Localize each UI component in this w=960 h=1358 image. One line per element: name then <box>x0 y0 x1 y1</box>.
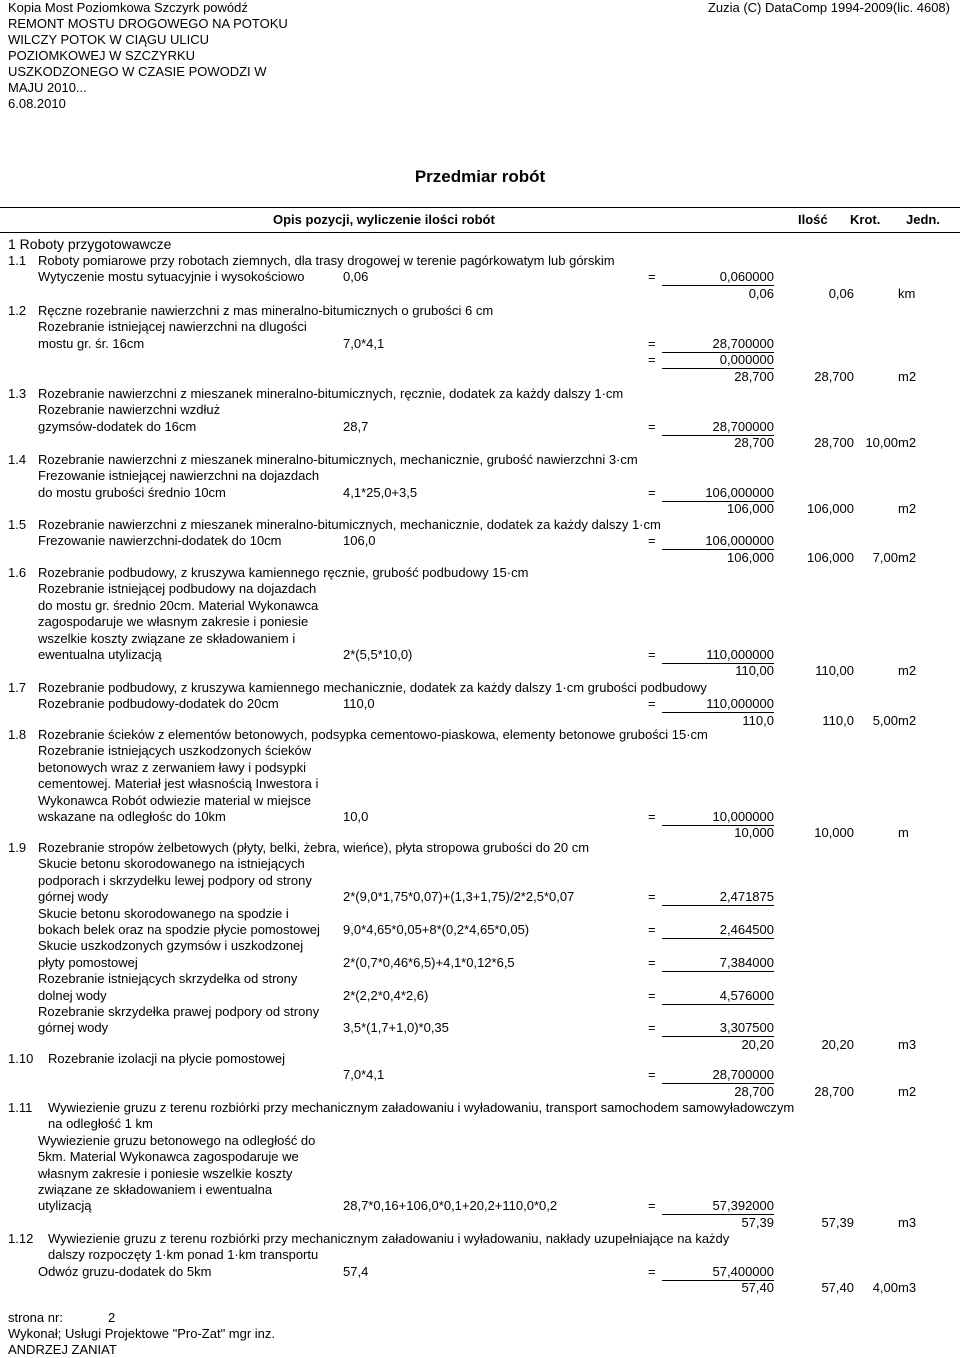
calc-formula: 106,0 <box>343 533 376 549</box>
item-title: Rozebranie nawierzchni z mieszanek mineralno-bitumicznych, mechanicznie, grubość nawierzchni 3·cm <box>38 452 638 467</box>
item-multiplier: 10,00 <box>865 435 898 451</box>
calc-result: 57,392000 <box>712 1198 774 1214</box>
calc-formula: 2*(5,5*10,0) <box>343 647 413 662</box>
calc-result: 0,000000 <box>719 352 774 368</box>
calc-description: ewentualna utylizacją <box>38 647 162 662</box>
item-total: 28,700 <box>734 435 774 451</box>
item-total: 0,06 <box>748 285 774 301</box>
item-quantity: 28,700 <box>814 368 854 384</box>
equals-sign: = <box>648 954 656 970</box>
calc-result: 4,576000 <box>719 987 774 1003</box>
item-number: 1.6 <box>8 565 27 580</box>
equals-sign: = <box>648 889 656 905</box>
item-number: 1.12 <box>8 1231 34 1246</box>
item-number: 1.1 <box>8 253 27 268</box>
item-total: 10,000 <box>734 825 774 841</box>
calc-formula: 7,0*4,1 <box>343 1067 385 1083</box>
item-quantity: 57,40 <box>821 1280 854 1296</box>
item-unit: m2 <box>898 712 917 728</box>
header-line: 6.08.2010 <box>8 96 66 111</box>
equals-sign: = <box>648 696 656 712</box>
result-underline <box>662 905 774 906</box>
item-quantity: 0,06 <box>828 285 854 301</box>
author-line-1: Wykonał; Usługi Projektowe "Pro-Zat" mgr inz. <box>8 1326 276 1341</box>
calc-description: Frezowanie nawierzchni-dodatek do 10cm <box>38 533 282 549</box>
item-title: Wywiezienie gruzu z terenu rozbiórki przy mechanicznym załadowaniu i wyładowaniu, transport samochodem samowyładowczym <box>48 1100 795 1115</box>
item-unit: km <box>898 285 916 301</box>
item-quantity: 10,000 <box>814 825 854 841</box>
equals-sign: = <box>648 1020 656 1036</box>
calc-result: 28,700000 <box>712 335 774 351</box>
page-number: 2 <box>108 1310 116 1325</box>
item-unit: m2 <box>898 435 917 451</box>
item-unit: m3 <box>898 1036 917 1052</box>
calc-formula: 9,0*4,65*0,05+8*(0,2*4,65*0,05) <box>343 922 530 937</box>
calc-description: bokach belek oraz na spodzie płycie pomostowej <box>38 922 320 937</box>
item-unit: m2 <box>898 1083 917 1099</box>
column-header-unit: Jedn. <box>906 212 940 227</box>
item-multiplier: 4,00 <box>872 1280 898 1296</box>
item-total: 28,700 <box>734 1083 774 1099</box>
item-number: 1.7 <box>8 680 27 695</box>
item-quantity: 28,700 <box>814 1083 854 1099</box>
calc-description: Odwóz gruzu-dodatek do 5km <box>38 1263 212 1279</box>
item-total: 57,39 <box>741 1214 774 1230</box>
equals-sign: = <box>648 1067 656 1083</box>
header-line: MAJU 2010... <box>8 80 87 95</box>
item-total: 106,000 <box>727 549 774 565</box>
equals-sign: = <box>648 484 656 500</box>
item-total: 20,20 <box>741 1036 774 1052</box>
calc-description: Rozebranie skrzydełka prawej podpory od strony <box>38 1004 320 1019</box>
item-multiplier: 7,00 <box>872 549 898 565</box>
software-info: Zuzia (C) DataComp 1994-2009(lic. 4608) <box>707 0 950 15</box>
item-unit: m3 <box>898 1280 917 1296</box>
item-unit: m2 <box>898 368 917 384</box>
header-line: USZKODZONEGO W CZASIE POWODZI W <box>8 64 267 79</box>
item-unit: m2 <box>898 501 917 517</box>
item-unit: m2 <box>898 663 917 679</box>
calc-formula: 28,7*0,16+106,0*0,1+20,2+110,0*0,2 <box>343 1198 558 1214</box>
calc-description: wszelkie koszty związane ze składowaniem i <box>38 630 296 646</box>
item-title: Rozebranie ścieków z elementów betonowych, podsypka cementowo-piaskowa, elementy betonowe grubości 15·cm <box>38 727 708 742</box>
calc-description: Rozebranie istniejącej podbudowy na dojazdach <box>38 581 317 597</box>
calc-description: do mostu gr. średnio 20cm. Material Wykonawca <box>38 597 319 613</box>
calc-description: Rozebranie istniejących uszkodzonych ścieków <box>38 743 312 759</box>
calc-description: wskazane na odległośc do 10km <box>38 809 226 824</box>
item-quantity: 106,000 <box>807 501 854 517</box>
equals-sign: = <box>648 987 656 1003</box>
calc-formula: 2*(0,7*0,46*6,5)+4,1*0,12*6,5 <box>343 954 515 970</box>
calc-description: zagospodaruje we własnym zakresie i poniesie <box>38 614 309 630</box>
calc-result: 7,384000 <box>719 954 774 970</box>
calc-description: Skucie betonu skorodowanego na spodzie i <box>38 905 289 921</box>
calc-result: 106,000000 <box>705 484 774 500</box>
header-line: POZIOMKOWEJ W SZCZYRKU <box>8 48 196 63</box>
table-top-border <box>0 207 960 208</box>
item-title: Roboty pomiarowe przy robotach ziemnych, dla trasy drogowej w terenie pagórkowatym lub górskim <box>38 253 615 268</box>
calc-formula: 2*(2,2*0,4*2,6) <box>343 987 429 1003</box>
calc-description: związane ze składowaniem i ewentualna <box>38 1182 273 1197</box>
calc-description: płyty pomostowej <box>38 954 138 970</box>
item-number: 1.3 <box>8 386 27 401</box>
item-title: Rozebranie podbudowy, z kruszywa kamiennego ręcznie, grubość podbudowy 15·cm <box>38 565 529 580</box>
result-underline <box>662 971 774 972</box>
calc-formula: 4,1*25,0+3,5 <box>343 484 418 500</box>
calc-formula: 3,5*(1,7+1,0)*0,35 <box>343 1020 449 1036</box>
item-title: Rozebranie nawierzchni z mieszanek mineralno-bitumicznych, ręcznie, dodatek za każdy dalszy 1·cm <box>38 386 624 401</box>
calc-description: mostu gr. śr. 16cm <box>38 335 145 351</box>
item-title: Rozebranie izolacji na płycie pomostowej <box>48 1051 286 1066</box>
header-line: WILCZY POTOK W CIĄGU ULICU <box>8 32 210 47</box>
item-quantity: 28,700 <box>814 435 854 451</box>
calc-result: 28,700000 <box>712 418 774 434</box>
calc-result: 3,307500 <box>719 1020 774 1036</box>
calc-formula: 57,4 <box>343 1263 369 1279</box>
equals-sign: = <box>648 809 656 824</box>
section-heading: 1 Roboty przygotowawcze <box>8 236 172 252</box>
item-title: Rozebranie nawierzchni z mieszanek mineralno-bitumicznych, mechanicznie, dodatek za każdy dalszy 1·cm <box>38 517 661 532</box>
calc-description: 5km. Material Wykonawca zagospodaruje we <box>38 1149 299 1165</box>
result-underline <box>662 1004 774 1005</box>
item-quantity: 106,000 <box>807 549 854 565</box>
item-number: 1.4 <box>8 452 27 467</box>
item-total: 28,700 <box>734 368 774 384</box>
item-title: dalszy rozpoczęty 1·km ponad 1·km transportu <box>48 1247 319 1263</box>
calc-result: 110,000000 <box>706 647 774 662</box>
calc-description: własnym zakresie i poniesie wszelkie koszty <box>38 1165 293 1181</box>
table-header-border <box>0 232 960 233</box>
item-quantity: 20,20 <box>821 1036 854 1052</box>
calc-description: podporach i skrzydełku lewej podpory od strony <box>38 872 312 888</box>
calc-description: górnej wody <box>38 889 109 905</box>
item-unit: m2 <box>898 549 917 565</box>
calc-description: betonowych wraz z zerwaniem ławy i podsypki <box>38 759 307 775</box>
calc-formula: 10,0 <box>343 809 369 824</box>
calc-description: Rozebranie istniejących skrzydełka od strony <box>38 971 298 987</box>
item-title: na odległość 1 km <box>48 1116 153 1132</box>
author-line-2: ANDRZEJ ZANIAT <box>8 1342 117 1357</box>
calc-description: Rozebranie podbudowy-dodatek do 20cm <box>38 696 279 712</box>
item-number: 1.11 <box>8 1100 33 1115</box>
calc-result: 106,000000 <box>705 533 774 549</box>
equals-sign: = <box>648 533 656 549</box>
calc-description: Wywiezienie gruzu betonowego na odległość do <box>38 1132 316 1148</box>
calc-description: Rozebranie nawierzchni wzdłuż <box>38 402 221 418</box>
item-number: 1.10 <box>8 1051 34 1066</box>
column-header-quantity: Ilość <box>798 212 828 227</box>
calc-result: 28,700000 <box>712 1067 774 1083</box>
calc-formula: 110,0 <box>343 696 375 712</box>
item-number: 1.8 <box>8 727 27 742</box>
calc-description: Skucie betonu skorodowanego na istniejących <box>38 856 305 872</box>
item-multiplier: 5,00 <box>872 712 898 728</box>
calc-formula: 7,0*4,1 <box>343 335 385 351</box>
equals-sign: = <box>648 647 656 662</box>
calc-result: 57,400000 <box>712 1263 774 1279</box>
page-number-label: strona nr: <box>8 1310 63 1325</box>
calc-description: utylizacją <box>38 1198 92 1214</box>
calc-description: Frezowanie istniejącej nawierzchni na dojazdach <box>38 468 320 484</box>
calc-formula: 0,06 <box>343 269 369 285</box>
equals-sign: = <box>648 335 656 351</box>
item-title: Wywiezienie gruzu z terenu rozbiórki przy mechanicznym załadowaniu i wyładowaniu, nakłady uzupełniające na każdy <box>48 1231 730 1246</box>
item-number: 1.2 <box>8 303 27 318</box>
item-quantity: 110,00 <box>815 663 854 679</box>
item-title: Rozebranie podbudowy, z kruszywa kamiennego mechanicznie, dodatek za każdy dalszy 1·cm grubości podbudowy <box>38 680 707 695</box>
equals-sign: = <box>648 418 656 434</box>
equals-sign: = <box>648 269 656 285</box>
calc-result: 2,471875 <box>719 889 774 905</box>
calc-description: cementowej. Materiał jest własnością Inwestora i <box>38 776 319 792</box>
column-header-multiplier: Krot. <box>850 212 881 227</box>
item-title: Ręczne rozebranie nawierzchni z mas mineralno-bitumicznych o grubości 6 cm <box>38 303 494 318</box>
calc-description: Wytyczenie mostu sytuacyjnie i wysokościowo <box>38 269 305 285</box>
page-title: Przedmiar robót <box>414 167 546 186</box>
calc-formula: 28,7 <box>343 418 369 434</box>
result-underline <box>662 938 774 939</box>
equals-sign: = <box>648 1263 656 1279</box>
header-line: REMONT MOSTU DROGOWEGO NA POTOKU <box>8 16 288 31</box>
equals-sign: = <box>648 922 656 937</box>
calc-formula: 2*(9,0*1,75*0,07)+(1,3+1,75)/2*2,5*0,07 <box>343 889 575 905</box>
item-total: 57,40 <box>741 1280 774 1296</box>
calc-result: 10,000000 <box>712 809 774 824</box>
item-number: 1.9 <box>8 840 27 855</box>
item-total: 110,0 <box>742 712 774 728</box>
item-total: 106,000 <box>727 501 774 517</box>
header-line: Kopia Most Poziomkowa Szczyrk powódź <box>8 0 248 15</box>
calc-description: Wykonawca Robót odwiezie material w miejsce <box>38 792 311 808</box>
calc-description: Skucie uszkodzonych gzymsów i uszkodzonej <box>38 938 304 954</box>
calc-description: górnej wody <box>38 1020 109 1036</box>
item-number: 1.5 <box>8 517 27 532</box>
calc-description: dolnej wody <box>38 987 107 1003</box>
item-title: Rozebranie stropów żelbetowych (płyty, belki, żebra, wieńce), płyta stropowa grubości do 20 cm <box>38 840 590 855</box>
calc-result: 110,000000 <box>706 696 774 712</box>
calc-result: 0,060000 <box>719 269 774 285</box>
item-quantity: 57,39 <box>821 1214 854 1230</box>
calc-description: do mostu grubości średnio 10cm <box>38 484 226 500</box>
item-unit: m3 <box>898 1214 917 1230</box>
calc-description: gzymsów-dodatek do 16cm <box>38 418 197 434</box>
calc-result: 2,464500 <box>719 922 774 937</box>
item-quantity: 110,0 <box>822 712 854 728</box>
equals-sign: = <box>648 352 656 368</box>
item-unit: m <box>898 825 909 841</box>
calc-description: Rozebranie istniejącej nawierzchni na dlugości <box>38 319 307 335</box>
column-header-description: Opis pozycji, wyliczenie ilości robót <box>273 212 495 227</box>
item-total: 110,00 <box>735 663 774 679</box>
equals-sign: = <box>648 1198 656 1214</box>
